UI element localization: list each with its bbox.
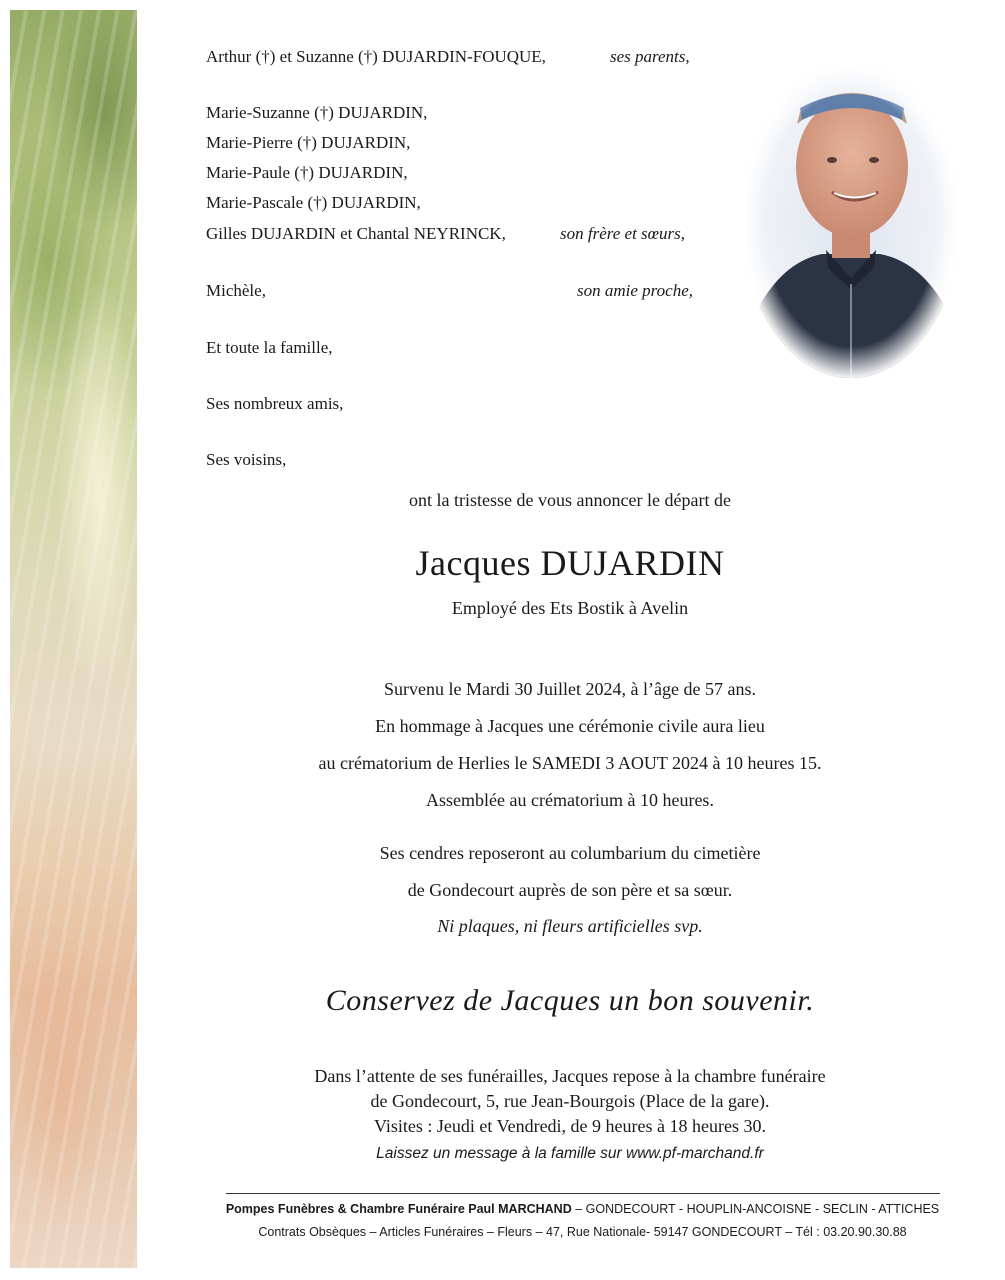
visits-line-2: de Gondecourt, 5, rue Jean-Bourgois (Place de la gare). (370, 1091, 770, 1111)
ceremony-line-1: Survenu le Mardi 30 Juillet 2024, à l’âge de 57 ans. (384, 679, 756, 699)
footer-company: Pompes Funèbres & Chambre Funéraire Paul MARCHAND (225, 1202, 572, 1216)
neighbours-line: Ses voisins, (206, 450, 287, 469)
footer-company-line (185, 1202, 980, 1216)
footer-locations: – GONDECOURT - HOUPLIN-ANCOISNE - SECLIN - ATTICHES (571, 1202, 940, 1216)
family-all-line: Et toute la famille, (206, 338, 333, 357)
no-flowers-note: Ni plaques, ni fleurs artificielles svp. (437, 916, 703, 936)
parents-line: Arthur (†) et Suzanne (†) DUJARDIN-FOUQUE, (206, 47, 546, 66)
ceremony-line-3: au crématorium de Herlies le SAMEDI 3 AOUT 2024 à 10 heures 15. (318, 753, 822, 773)
sibling-line-2: Marie-Pierre (†) DUJARDIN, (206, 133, 411, 152)
souvenir-text: Conservez de Jacques un bon souvenir. (325, 984, 815, 1017)
portrait-illustration (742, 62, 960, 378)
deceased-occupation: Employé des Ets Bostik à Avelin (451, 598, 689, 618)
footer-divider (226, 1193, 940, 1194)
message-link-text: Laissez un message à la famille sur www.pf-marchand.fr (376, 1145, 764, 1162)
sibling-line-5: Gilles DUJARDIN et Chantal NEYRINCK, (206, 224, 506, 243)
sibling-line-4: Marie-Pascale (†) DUJARDIN, (206, 193, 421, 212)
footer-services: Contrats Obsèques – Articles Funéraires – Fleurs – 47, Rue Nationale- 59147 GONDECOURT – Tél : 03.20.90.30.88 (258, 1225, 907, 1239)
announcement-text: ont la tristesse de vous annoncer le départ de (409, 490, 731, 510)
ashes-line-2: de Gondecourt auprès de son père et sa sœur. (407, 880, 733, 900)
friends-line: Ses nombreux amis, (206, 394, 344, 413)
friend-relation: son amie proche, (577, 281, 693, 300)
siblings-relation: son frère et sœurs, (560, 224, 685, 243)
parents-relation: ses parents, (610, 47, 690, 66)
visits-line-1: Dans l’attente de ses funérailles, Jacques repose à la chambre funéraire (314, 1066, 826, 1086)
portrait-photo (742, 62, 960, 378)
visits-line-3: Visites : Jeudi et Vendredi, de 9 heures à 18 heures 30. (374, 1116, 766, 1136)
ashes-line-1: Ses cendres reposeront au columbarium du cimetière (379, 843, 761, 863)
forest-path-image (10, 10, 137, 1268)
deceased-name: Jacques DUJARDIN (415, 543, 725, 583)
ceremony-line-4: Assemblée au crématorium à 10 heures. (426, 790, 714, 810)
sibling-line-3: Marie-Paule (†) DUJARDIN, (206, 163, 408, 182)
ceremony-line-2: En hommage à Jacques une cérémonie civile aura lieu (375, 716, 765, 736)
sibling-line-1: Marie-Suzanne (†) DUJARDIN, (206, 103, 428, 122)
friend-line: Michèle, (206, 281, 266, 300)
